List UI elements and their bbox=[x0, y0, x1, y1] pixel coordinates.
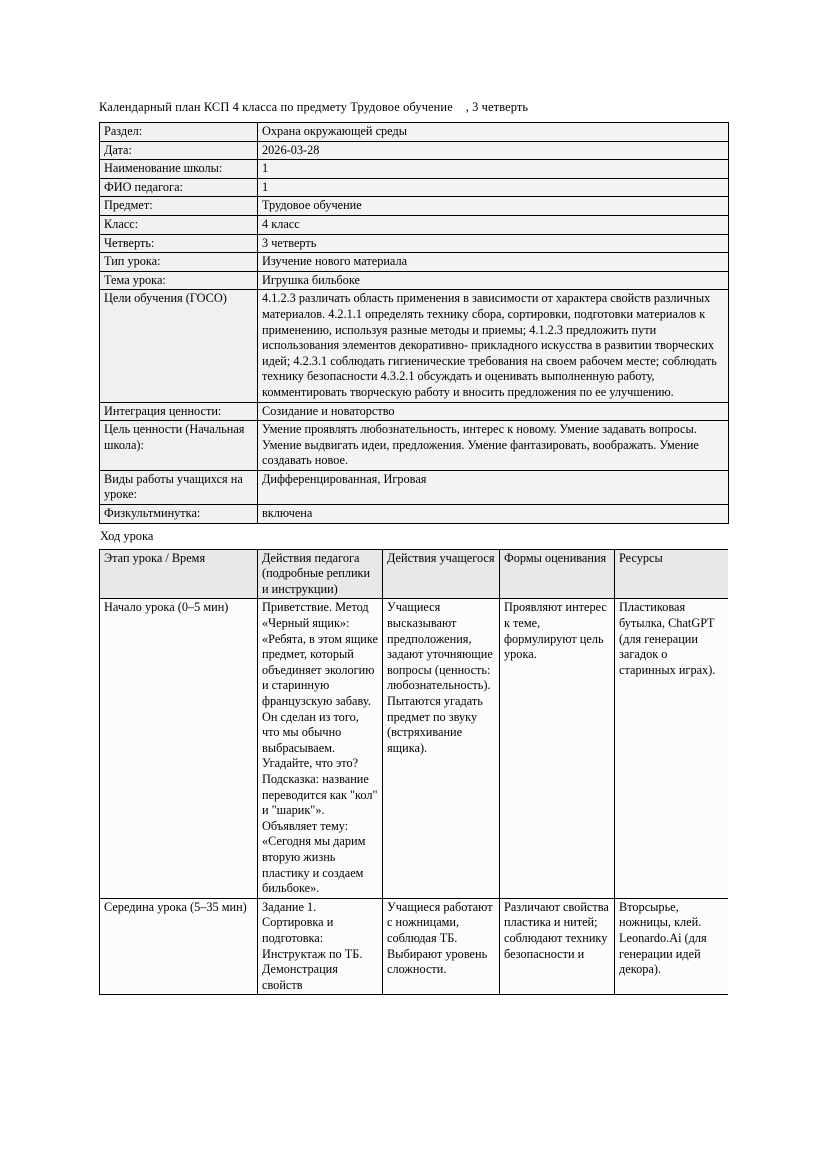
table-row bbox=[100, 215, 729, 234]
lesson-flow-body bbox=[100, 599, 729, 995]
table-row bbox=[100, 470, 729, 504]
info-label-cell: Тема урока: bbox=[100, 271, 258, 290]
info-label-cell: Класс: bbox=[100, 215, 258, 234]
page-title: Календарный план КСП 4 класса по предмету Трудовое обучение , 3 четверть bbox=[99, 100, 529, 114]
info-value-cell: Игрушка бильбоке bbox=[258, 271, 729, 290]
info-label-cell: Дата: bbox=[100, 141, 258, 160]
assessment-cell: Различают свойства пластика и нитей; соблюдают технику безопасности и bbox=[500, 898, 615, 995]
info-value-cell: 2026-03-28 bbox=[258, 141, 729, 160]
info-label-cell: Виды работы учащихся на уроке: bbox=[100, 470, 258, 504]
table-row bbox=[100, 402, 729, 421]
info-label-cell: Раздел: bbox=[100, 123, 258, 142]
lesson-flow-table bbox=[99, 549, 728, 996]
info-label-cell: Предмет: bbox=[100, 197, 258, 216]
lesson-info-body bbox=[100, 123, 729, 524]
info-value-cell: Умение проявлять любознательность, интерес к новому. Умение задавать вопросы. Умение выдвигать идеи, предложения. Умение фантазировать, воображать. Умение создавать новое. bbox=[258, 421, 729, 471]
column-header: Этап урока / Время bbox=[100, 549, 258, 599]
assessment-cell: Проявляют интерес к теме, формулируют цель урока. bbox=[500, 599, 615, 898]
table-row bbox=[100, 271, 729, 290]
student-actions-cell: Учащиеся высказывают предположения, задают уточняющие вопросы (ценность: любознательность). Пытаются угадать предмет по звуку (встряхивание ящика). bbox=[383, 599, 500, 898]
info-label-cell: Цель ценности (Начальная школа): bbox=[100, 421, 258, 471]
table-row bbox=[100, 178, 729, 197]
stage-cell: Середина урока (5–35 мин) bbox=[100, 898, 258, 995]
info-value-cell: 3 четверть bbox=[258, 234, 729, 253]
info-value-cell: Созидание и новаторство bbox=[258, 402, 729, 421]
lesson-flow-heading: Ход урока bbox=[100, 528, 154, 543]
lesson-flow-wrapper bbox=[99, 549, 728, 996]
table-row bbox=[100, 141, 729, 160]
info-label-cell: Четверть: bbox=[100, 234, 258, 253]
info-value-cell: включена bbox=[258, 505, 729, 524]
info-value-cell: Трудовое обучение bbox=[258, 197, 729, 216]
info-value-cell: 1 bbox=[258, 160, 729, 179]
info-value-cell: 1 bbox=[258, 178, 729, 197]
info-value-cell: Охрана окружающей среды bbox=[258, 123, 729, 142]
table-header-row bbox=[100, 549, 729, 599]
info-label-cell: Цели обучения (ГОСО) bbox=[100, 290, 258, 402]
table-row bbox=[100, 421, 729, 471]
student-actions-cell: Учащиеся работают с ножницами, соблюдая ТБ. Выбирают уровень сложности. bbox=[383, 898, 500, 995]
table-row bbox=[100, 599, 729, 898]
table-row bbox=[100, 160, 729, 179]
table-row bbox=[100, 505, 729, 524]
resources-cell: Пластиковая бутылка, ChatGPT (для генерации загадок о старинных играх). bbox=[615, 599, 729, 898]
info-label-cell: Тип урока: bbox=[100, 253, 258, 272]
info-label-cell: ФИО педагога: bbox=[100, 178, 258, 197]
column-header: Формы оценивания bbox=[500, 549, 615, 599]
table-row bbox=[100, 123, 729, 142]
table-row bbox=[100, 253, 729, 272]
column-header: Действия учащегося bbox=[383, 549, 500, 599]
info-value-cell: 4 класс bbox=[258, 215, 729, 234]
stage-cell: Начало урока (0–5 мин) bbox=[100, 599, 258, 898]
lesson-flow-header bbox=[100, 549, 729, 599]
table-row bbox=[100, 290, 729, 402]
teacher-actions-cell: Приветствие. Метод «Черный ящик»: «Ребята, в этом ящике предмет, который объединяет экологию и старинную французскую забаву. Он сделан из того, что мы обычно выбрасываем. Угадайте, что это? Подсказка: название переводится как "кол" и "шарик"». Объявляет тему: «Сегодня мы дарим вторую жизнь пластику и создаем бильбоке». bbox=[258, 599, 383, 898]
table-row bbox=[100, 234, 729, 253]
info-label-cell: Наименование школы: bbox=[100, 160, 258, 179]
info-value-cell: Дифференцированная, Игровая bbox=[258, 470, 729, 504]
column-header: Действия педагога (подробные реплики и инструкции) bbox=[258, 549, 383, 599]
info-label-cell: Физкультминутка: bbox=[100, 505, 258, 524]
table-row bbox=[100, 898, 729, 995]
info-value-cell: 4.1.2.3 различать область применения в зависимости от характера свойств различных материалов. 4.2.1.1 определять технику сбора, сортировки, подготовки материалов к применению, используя разные методы и приемы; 4.1.2.3 предложить пути использования элементов декоративно- прикладного искусства в развитии творческих идей; 4.2.3.1 соблюдать гигиенические требования на своем рабочем месте; соблюдать технику безопасности 4.3.2.1 обсуждать и оценивать выполненную работу, комментировать творческую работу и вносить предложения по ее улучшению. bbox=[258, 290, 729, 402]
lesson-info-table bbox=[99, 122, 729, 524]
table-row bbox=[100, 197, 729, 216]
teacher-actions-cell: Задание 1. Сортировка и подготовка: Инструктаж по ТБ. Демонстрация свойств bbox=[258, 898, 383, 995]
resources-cell: Вторсырье, ножницы, клей. Leonardo.Ai (для генерации идей декора). bbox=[615, 898, 729, 995]
column-header: Ресурсы bbox=[615, 549, 729, 599]
info-value-cell: Изучение нового материала bbox=[258, 253, 729, 272]
info-label-cell: Интеграция ценности: bbox=[100, 402, 258, 421]
